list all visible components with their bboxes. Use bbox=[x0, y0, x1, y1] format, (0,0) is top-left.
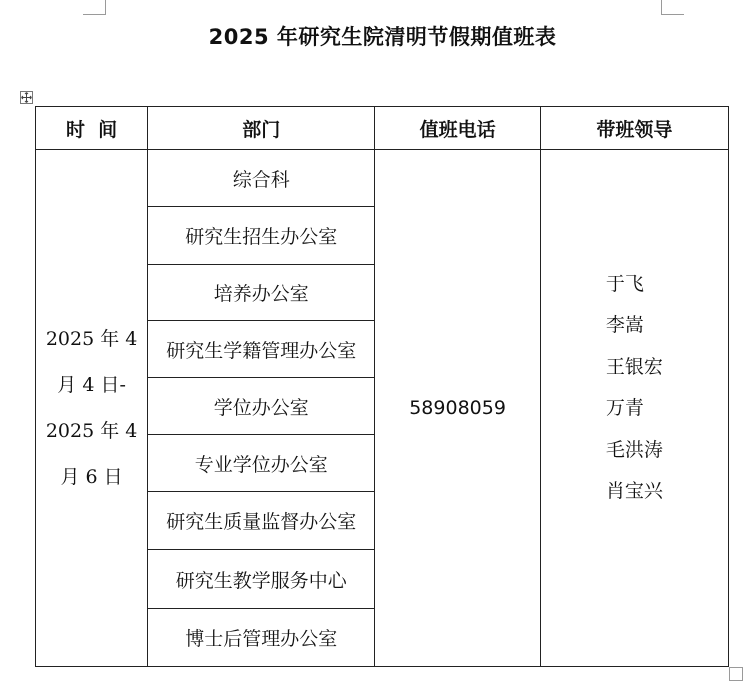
department-cell: 研究生质量监督办公室 bbox=[148, 492, 375, 550]
duty-schedule-table bbox=[35, 106, 729, 667]
department-cell: 专业学位办公室 bbox=[148, 435, 375, 492]
department-cell: 学位办公室 bbox=[148, 378, 375, 435]
time-line: 月 4 日- bbox=[57, 374, 126, 396]
document-title: 2025 年研究生院清明节假期值班表 bbox=[208, 25, 557, 49]
table-row bbox=[36, 150, 729, 207]
department-cell: 研究生招生办公室 bbox=[148, 207, 375, 265]
time-line: 2025 年 4 bbox=[45, 328, 138, 350]
header-department: 部门 bbox=[148, 107, 375, 150]
department-cell: 综合科 bbox=[148, 150, 375, 207]
table-resize-handle[interactable] bbox=[729, 667, 743, 681]
department-cell: 研究生教学服务中心 bbox=[148, 550, 375, 609]
header-phone: 值班电话 bbox=[375, 107, 540, 150]
leader-name: 王银宏 bbox=[605, 355, 663, 378]
leader-name: 万青 bbox=[605, 397, 644, 419]
leader-list bbox=[606, 264, 663, 513]
leader-cell bbox=[540, 150, 728, 667]
table-move-handle-icon[interactable] bbox=[20, 91, 33, 104]
header-time: 时 间 bbox=[36, 107, 148, 150]
department-cell: 培养办公室 bbox=[148, 265, 375, 321]
department-cell: 博士后管理办公室 bbox=[148, 609, 375, 667]
leader-name: 毛洪涛 bbox=[605, 438, 663, 461]
header-leader: 带班领导 bbox=[540, 107, 728, 150]
page-margin-mark-top-right bbox=[661, 0, 684, 15]
department-cell: 研究生学籍管理办公室 bbox=[148, 321, 375, 378]
phone-cell: 58908059 bbox=[375, 150, 540, 667]
time-line: 月 6 日 bbox=[60, 466, 123, 488]
page-margin-mark-top-left bbox=[83, 0, 106, 15]
table-header-row bbox=[36, 107, 729, 150]
time-line: 2025 年 4 bbox=[45, 420, 138, 442]
leader-name: 肖宝兴 bbox=[605, 480, 663, 502]
time-cell bbox=[36, 150, 148, 667]
leader-name: 李嵩 bbox=[605, 314, 644, 336]
leader-name: 于飞 bbox=[605, 272, 644, 295]
